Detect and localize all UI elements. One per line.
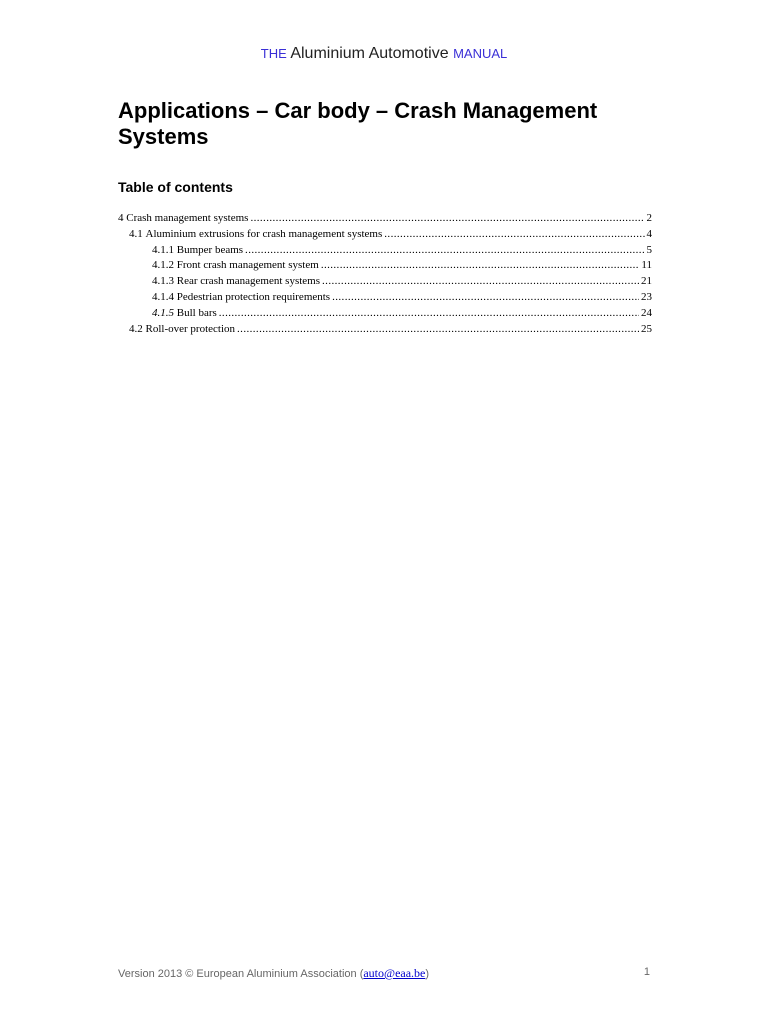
toc-entry[interactable] [118, 322, 652, 338]
toc-leader-dots [245, 243, 644, 259]
toc-entry-page: 24 [641, 306, 652, 319]
toc-entry[interactable] [118, 258, 652, 274]
toc-entry[interactable] [118, 274, 652, 290]
footer-text: Version 2013 © European Aluminium Association ( [118, 968, 364, 980]
toc-entry-number: 4 [118, 212, 124, 224]
toc-entry-page: 11 [641, 259, 652, 272]
toc-entry-number: 4.1.3 [152, 275, 174, 288]
toc-leader-dots [237, 322, 639, 338]
page-number: 1 [643, 966, 650, 978]
toc-heading: Table of contents [118, 179, 233, 195]
toc-entry-label: Roll-over protection [145, 322, 236, 335]
toc-entry-page: 2 [646, 212, 652, 224]
toc-leader-dots [250, 211, 644, 227]
toc-entry-label: Crash management systems [126, 212, 249, 224]
toc-entry[interactable] [118, 243, 652, 259]
toc-entry-number: 4.1 [129, 227, 143, 240]
footer-email-link[interactable]: auto@eaa.be [363, 966, 426, 980]
toc-entry-page: 23 [641, 290, 652, 303]
toc-entry-number: 4.1.5 [152, 306, 174, 319]
toc-entry-page: 25 [641, 322, 652, 335]
toc-entry[interactable] [118, 290, 652, 306]
footer-text-close: ) [425, 968, 430, 980]
toc-leader-dots [321, 258, 640, 274]
toc-entry-number: 4.1.1 [152, 243, 174, 256]
running-header [0, 45, 768, 63]
toc-entry-page: 21 [641, 275, 652, 288]
header-suffix: MANUAL [453, 46, 508, 61]
toc-entry-label: Bull bars [176, 306, 217, 319]
toc-leader-dots [384, 227, 644, 243]
toc-entry-label: Front crash management system [176, 259, 319, 272]
toc-leader-dots [219, 306, 639, 322]
toc-entry-page: 4 [646, 227, 652, 240]
toc-entry-number: 4.1.4 [152, 290, 174, 303]
header-prefix: THE [260, 46, 287, 61]
page-title: Applications – Car body – Crash Management Systems [118, 98, 598, 149]
toc-entry[interactable] [118, 211, 652, 227]
toc-leader-dots [322, 274, 639, 290]
toc-entry-label: Aluminium extrusions for crash management systems [145, 227, 383, 240]
header-title: Aluminium Automotive [290, 45, 449, 62]
page-footer [118, 966, 652, 981]
toc-entry-label: Bumper beams [176, 243, 244, 256]
toc-entry-number: 4.2 [129, 322, 143, 335]
toc-leader-dots [332, 290, 639, 306]
toc-entry-label: Pedestrian protection requirements [176, 290, 331, 303]
table-of-contents [118, 211, 652, 337]
toc-entry[interactable] [118, 306, 652, 322]
toc-entry[interactable] [118, 227, 652, 243]
toc-entry-label: Rear crash management systems [176, 275, 321, 288]
toc-entry-page: 5 [646, 243, 652, 256]
toc-entry-number: 4.1.2 [152, 259, 174, 272]
